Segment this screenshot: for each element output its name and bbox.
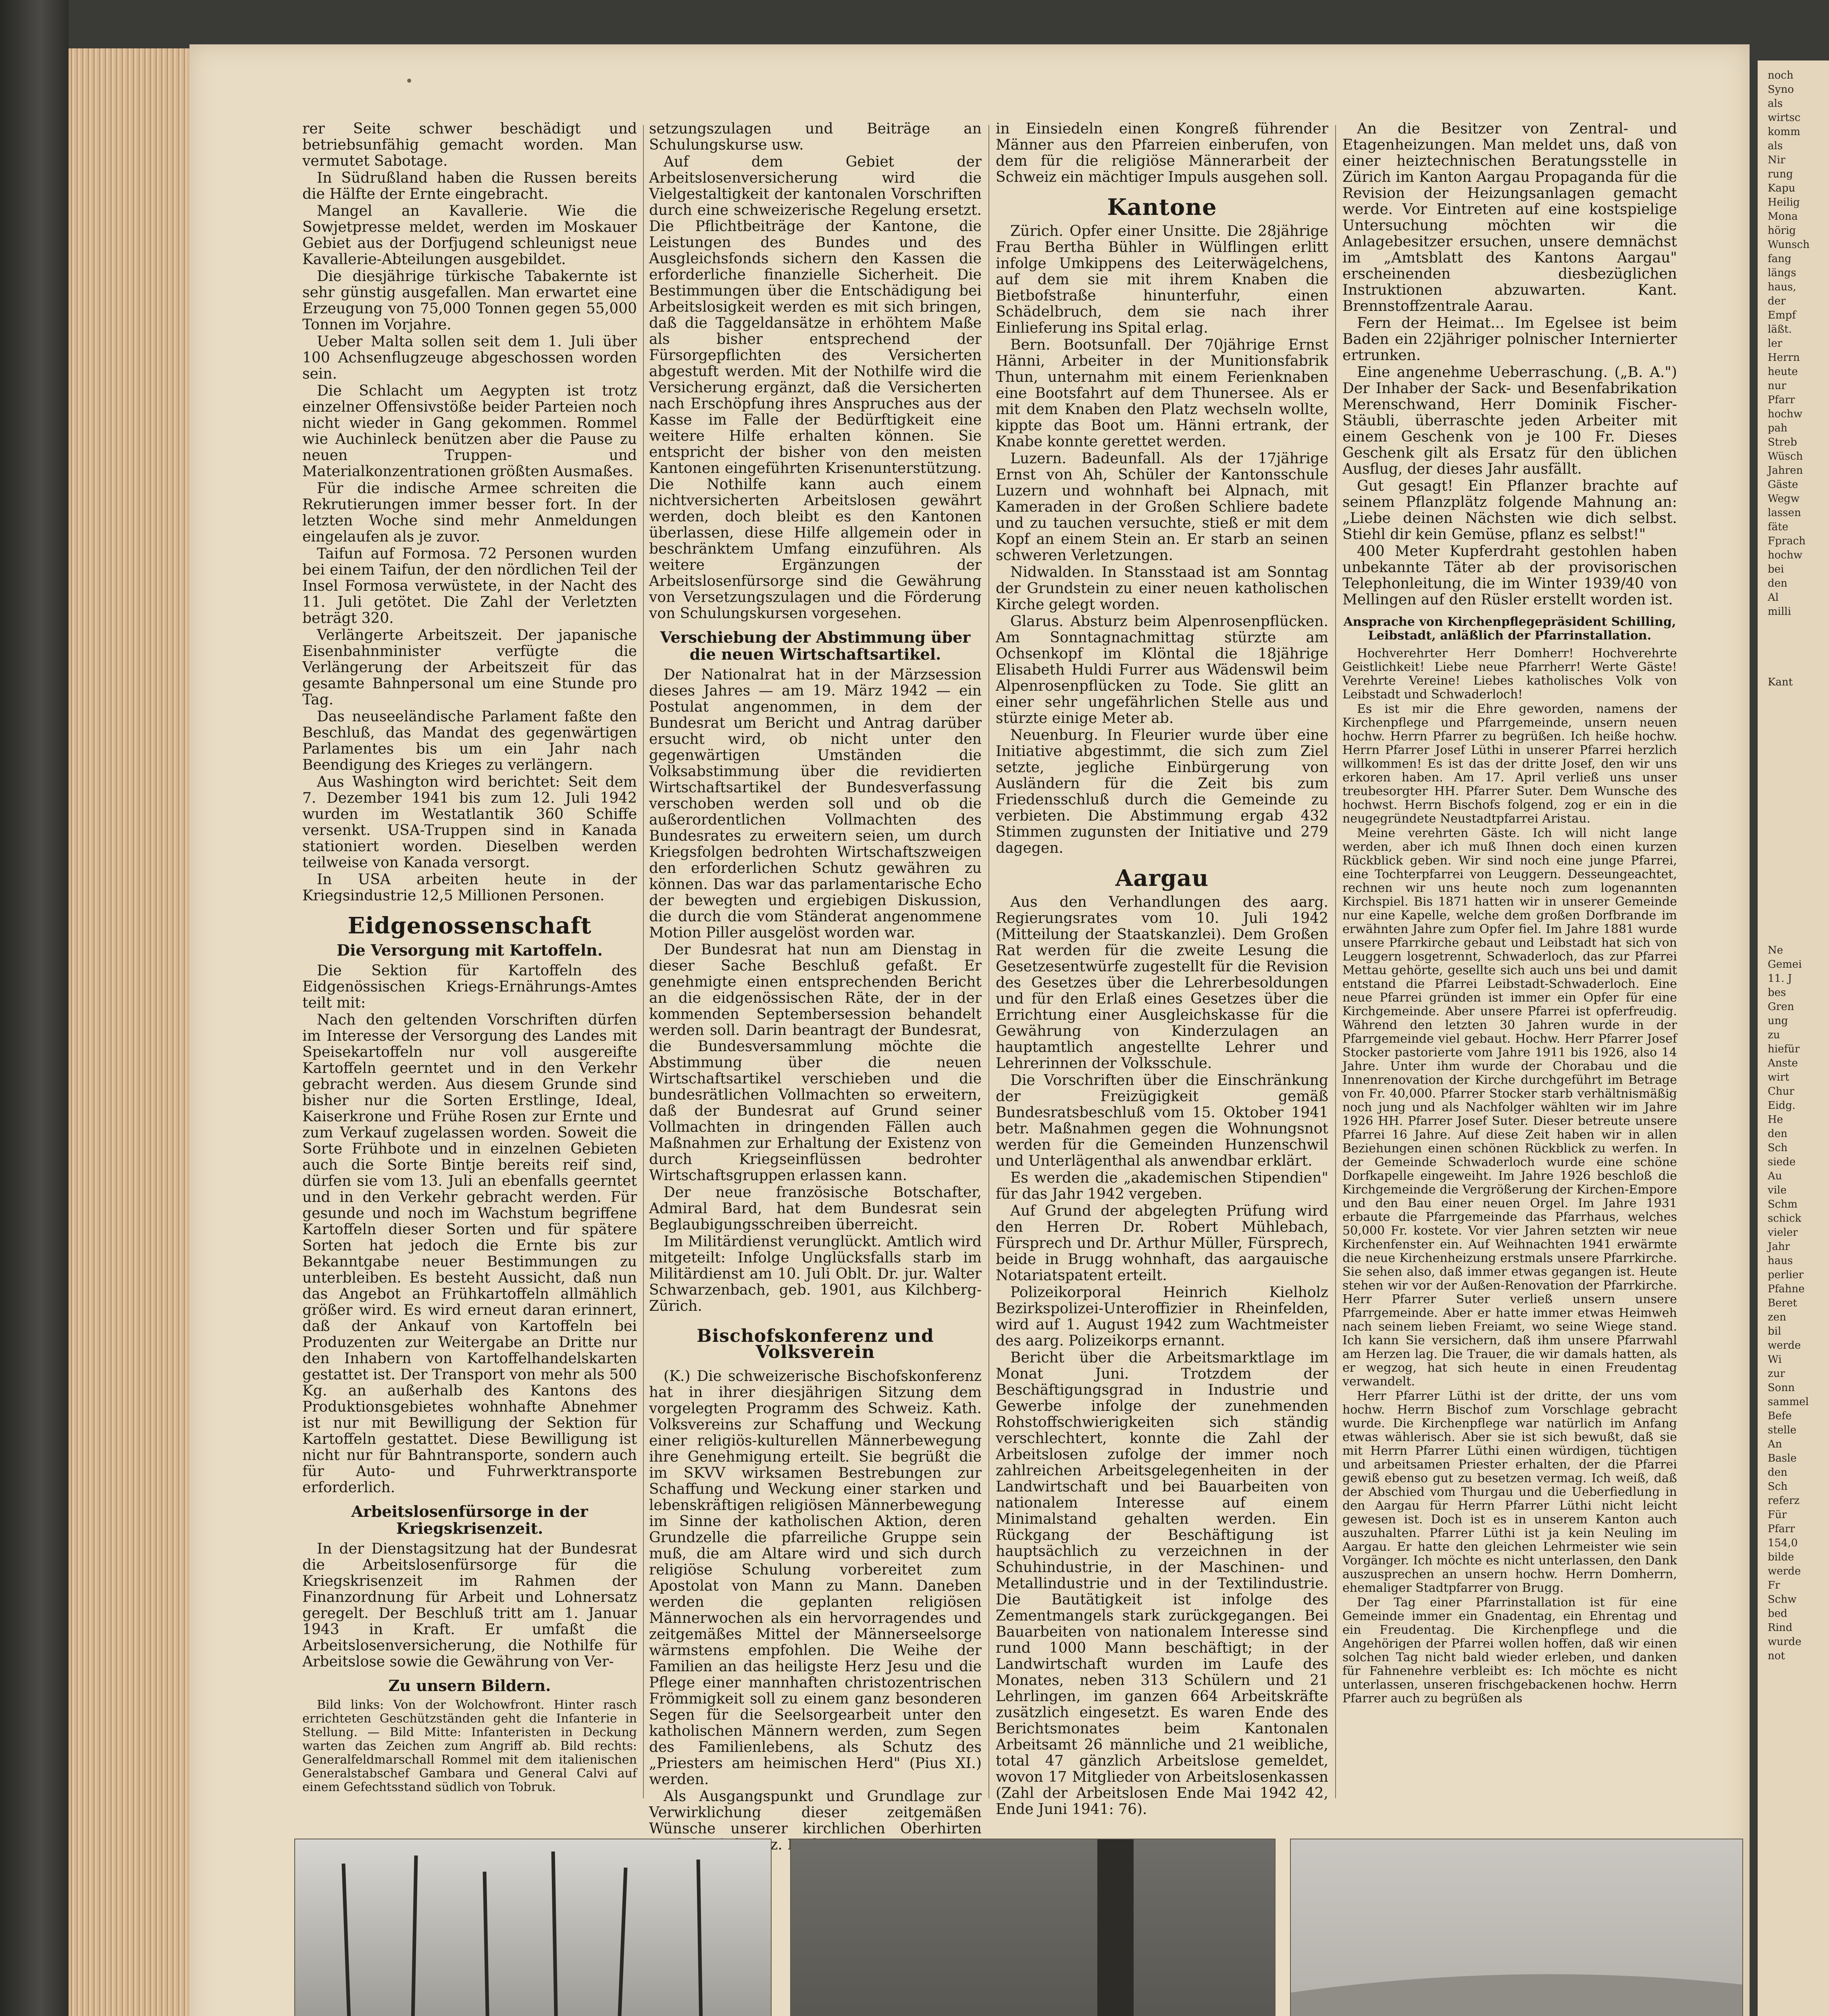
paragraph: Die Sektion für Kartoffeln des Eidgenössischen Kriegs-Ernährungs-Amtes teilt mit: xyxy=(302,962,637,1011)
paragraph: Verlängerte Arbeitszeit. Der japanische Eisenbahnminister verfügte die Verlängerung der Arbeitszeit für das gesamte Bahnpersonal um eine Stunde pro Tag. xyxy=(302,627,637,708)
column-1 xyxy=(302,121,637,1795)
article-heading: Verschiebung der Abstimmung über die neuen Wirtschaftsartikel. xyxy=(660,628,971,663)
paragraph: In Südrußland haben die Russen bereits die Hälfte der Ernte eingebracht. xyxy=(302,170,637,202)
adjacent-page xyxy=(1758,60,1829,2016)
paragraph: Als Ausgangspunkt und Grundlage zur Verwirklichung dieser zeitgemäßen Wünsche unserer kirchlichen Oberhirten xyxy=(649,1788,982,1837)
article-heading: Arbeitslosenfürsorge in der Kriegskrisenzeit. xyxy=(351,1502,588,1537)
paragraph: Nidwalden. In Stansstaad ist am Sonntag der Grundstein zu einer neuen katholischen Kirche gelegt worden. xyxy=(996,564,1328,613)
paragraph: Zürich. Opfer einer Unsitte. Die 28jährige Frau Bertha Bühler in Wülflingen erlitt infolge Umkippens des Leiterwägelchens, auf dem sie mit ihrem Knaben die Bietbofstraße hinunterfuhr, einen Schädelbruch, dem sie nach ihrer Einlieferung ins Spital erlag. xyxy=(996,223,1328,336)
paragraph: Luzern. Badeunfall. Als der 17jährige Ernst von Ah, Schüler der Kantonsschule Luzern und wohnhaft bei Alpnach, mit Kameraden in der Großen Schliere badete und zu tauchen versuchte, stieß er mit dem Kopf an einem Stein an. Er starb an seinen schweren Verletzungen. xyxy=(996,450,1328,564)
paragraph: Gut gesagt! Ein Pflanzer brachte auf seinem Pflanzplätz folgende Mahnung an: „Liebe deinen Nächsten wie dich selbst. Stiehl dir kein Gemüse, pflanz es selbst!" xyxy=(1342,478,1677,543)
caption-heading: Zu unsern Bildern. xyxy=(388,1677,551,1695)
paragraph: Taifun auf Formosa. 72 Personen wurden bei einem Taifun, der den nördlichen Teil der Insel Formosa verwüstete, in der Nacht des 11. Juli getötet. Die Zahl der Verletzten beträgt 320. xyxy=(302,546,637,627)
paragraph: Für die indische Armee schreiten die Rekrutierungen immer besser fort. In der letzten Woche sind mehr Anmeldungen eingelaufen als je zuvor. xyxy=(302,480,637,545)
paragraph: Bericht über die Arbeitsmarktlage im Monat Juni. Trotzdem der Beschäftigungsgrad in Industrie und Gewerbe infolge der zunehmenden Rohstoffschwierigkeiten sich ständig verschlechtert, konnte die Zahl der Arbeitslosen zufolge der immer noch zahlreichen Arbeitsgelegenheiten in der Landwirtschaft und bei Bauarbeiten von nationalem Interesse auf einem Minimalstand gehalten werden. Ein Rückgang der Beschäftigung ist hauptsächlich zu verzeichnen in der Schuhindustrie, in der Maschinen- und Metallindustrie und in der Textilindustrie. Die Bautätigkeit ist infolge des Zementmangels stark zurückgegangen. Bei Bauarbeiten von nationalem Interesse sind rund 1000 Mann beschäftigt; in der Landwirtschaft wurden im Laufe des Monates, neben 313 Schülern und 21 Lehrlingen, im ganzen 664 Arbeitskräfte zusätzlich eingesetzt. Es waren Ende des Berichtsmonates beim Kantonalen Arbeitsamt 26 männliche und 21 weibliche, total 47 gänzlich Arbeitslose gemeldet, wovon 17 Mitglieder von Arbeitslosenkassen (Zahl der Arbeitslosen Ende Mai 1942 42, Ende Juni 1941: 76). xyxy=(996,1350,1328,1818)
paragraph: Auf dem Gebiet der Arbeitslosenversicherung wird die Vielgestaltigkeit der kantonalen Vorschriften durch eine schweizerische Regelung ersetzt. Die Pflichtbeiträge der Kantone, die Leistungen des Bundes und des Ausgleichsfonds sichern den Kassen die erforderliche finanzielle Sicherheit. Die Bestimmungen über die Entschädigung bei Arbeitslosigkeit werden es mit sich bringen, daß die Taggeldansätze in erhöhtem Maße als bisher entsprechend der Fürsorgepflichten des Versicherten abgestuft werden. Mit der Nothilfe wird die Versicherung ergänzt, daß die Versicherten nach Erschöpfung ihres Anspruches aus der Kasse im Falle der Bedürftigkeit eine weitere Hilfe erhalten können. Sie entspricht der bisher von den meisten Kantonen eingeführten Krisenunterstützung. Die Nothilfe kann auch einem nichtversicherten Arbeitslosen gewährt werden, doch bleibt es den Kantonen überlassen, diese Hilfe allgemein oder in beschränktem Umfang einzuführen. Als weitere Ergänzungen der Arbeitslosenfürsorge sind die Gewährung von Versetzungszulagen und die Förderung von Schulungskursen vorgesehen. xyxy=(649,154,982,622)
photo-captions: Bild links: Von der Wolchowfront. Hinter rasch errichteten Geschützständen geht die Infanterie in Stellung. — Bild Mitte: Infanteristen in Deckung warten das Zeichen zum Angriff ab. Bild rechts: Generalfeldmarschall Rommel mit dem italienischen Generalstabschef Gambara und General Calvi auf einem Gefechtsstand südlich von Tobruk. xyxy=(302,1698,637,1794)
paragraph: Das neuseeländische Parlament faßte den Beschluß, das Mandat des gegenwärtigen Parlamentes bis um ein Jahr nach Beendigung des Krieges zu verlängern. xyxy=(302,708,637,773)
paragraph: Polizeikorporal Heinrich Kielholz Bezirkspolizei-Unteroffizier in Rheinfelden, wird auf 1. August 1942 zum Wachtmeister des aarg. Polizeikorps ernannt. xyxy=(996,1284,1328,1349)
paragraph: Bern. Bootsunfall. Der 70jährige Ernst Hänni, Arbeiter in der Munitionsfabrik Thun, unternahm mit einem Ferienknaben eine Bootsfahrt auf dem Thunersee. Als er mit dem Knaben den Platz wechseln wollte, kippte das Boot um. Hänni ertrank, der Knabe konnte gerettet werden. xyxy=(996,337,1328,450)
paragraph: Auf Grund der abgelegten Prüfung wird den Herren Dr. Robert Mühlebach, Fürsprech und Dr. Arthur Müller, Fürsprech, beide in Brugg wohnhaft, das aargauische Notariatspatent erteilt. xyxy=(996,1203,1328,1284)
paragraph: Meine verehrten Gäste. Ich will nicht lange werden, aber ich muß Ihnen doch einen kurzen Rückblick geben. Wir sind noch eine junge Pfarrei, eine Tochterpfarrei von Leuggern. Desseungeachtet, rechnen wir uns heute noch zum logenannten Kirchspiel. Bis 1871 hatten wir in unserer Gemeinde nur eine Kapelle, welche dem großen Dorfbrande im erwähnten Jahre zum Opfer fiel. Im Jahre 1881 wurde unsere Pfarrkirche gebaut und Leibstadt hat sich von Leuggern losgetrennt, Schwaderloch, das zur Pfarrei Mettau gehörte, gesellte sich auch uns bei und damit entstand die Pfarrei Leibstadt-Schwaderloch. Eine neue Pfarrei gründen ist immer ein Opfer für eine Kirchgemeinde. Aber unsere Pfarrei ist opferfreudig. Während den letzten 30 Jahren wurde in der Pfarrgemeinde viel gebaut. Hochw. Herr Pfarrer Josef Stocker pastorierte vom Jahre 1911 bis 1926, also 14 Jahre. Unter ihm wurde der Chorabau und die Innenrenovation der Kirche durchgeführt im Betrage von Fr. 40,000. Pfarrer Stocker starb verhältnismäßig noch jung und als Nachfolger wählten wir im Jahre 1926 HH. Pfarrer Josef Suter. Dieser betreute unsere Pfarrei 16 Jahre. Auf diese Zeit haben wir in allen Beziehungen einen schönen Rückblick zu werfen. In der Gemeinde Schwaderloch wurde eine schöne Dorfkapelle eingeweiht. Im Jahre 1926 beschloß die Kirchgemeinde die Vergrößerung der Kirchen-Empore und den Bau einer neuen Orgel. Im Jahre 1931 erbaute die Pfarrgemeinde das Pfarrhaus, welches 50,000 Fr. kostete. Vor vier Jahren setzten wir neue Kirchenfenster ein. Auf Weihnachten 1941 erwärmte die neue Kirchenheizung erstmals unsere Pfarrkirche. Sie sehen also, daß immer etwas gegangen ist. Heute stehen wir vor der Außen-Renovation der Pfarrkirche. Herr Pfarrer Suter verließ unsern unsere Pfarrgemeinde. Aber er hatte immer etwas Heimweh nach seinem lieben Freiamt, wo seine Wiege stand. Ich kann Sie versichern, daß ihm unsere Pfarrwahl am Herzen lag. Die Trauer, die wir damals hatten, als er wegzog, hat sich heute in einen Freudentag verwandelt. xyxy=(1342,826,1677,1389)
paragraph: Neuenburg. In Fleurier wurde über eine Initiative abgestimmt, die sich zum Ziel setzte, jegliche Einbürgerung von Ausländern für die Zeit bis zum Friedensschluß durch die Gemeinde zu verbieten. Die Abstimmung ergab 432 Stimmen zugunsten der Initiative und 279 dagegen. xyxy=(996,727,1328,856)
adjacent-page-text: noch Syno als wirtsc komm als Nir rung Kapu Heilig Mona hörig Wunsch fang längs haus, der Empf läßt. ler Herrn heute nur Pfarr hochw pah Streb Wüsch Jahren Gäste Wegw lassen fäte Fprach hochw bei den Al milli Kant Ne Gemei 11. J bes Gren ung zu hiefür Anste wirt Chur Eidg. He den Sch siede Au vile Schm schick vieler Jahr haus perlier Pfahne Beret zen bil werde Wi zur Sonn sammel Befe stelle An Basle den Sch referz Für Pfarr 154,0 bilde werde Fr Schw bed Rind wurde not xyxy=(1768,69,1810,1662)
paragraph: setzungszulagen und Beiträge an Schulungskurse usw. xyxy=(649,121,982,153)
paragraph: rer Seite schwer beschädigt und betriebsunfähig gemacht worden. Man vermutet Sabotage. xyxy=(302,121,637,169)
paragraph: 400 Meter Kupferdraht gestohlen haben unbekannte Täter ab der provisorischen Telephonleitung, die im Winter 1939/40 von Mellingen auf den Rüsler erstellt worden ist. xyxy=(1342,543,1677,608)
paragraph: Fern der Heimat... Im Egelsee ist beim Baden ein 22jähriger polnischer Internierter ertrunken. xyxy=(1342,315,1677,364)
paragraph: In der Dienstagsitzung hat der Bundesrat die Arbeitslosenfürsorge für die Kriegskrisenzeit im Rahmen der Finanzordnung für Arbeit und Lohnersatz geregelt. Der Beschluß tritt am 1. Januar 1943 in Kraft. Er umfaßt die Arbeitslosenversicherung, die Nothilfe für Arbeitslose sowie die Gewährung von Ver- xyxy=(302,1541,637,1670)
paragraph: An die Besitzer von Zentral- und Etagenheizungen. Man meldet uns, daß von einer heiztechnischen Beratungsstelle in Zürich im Kanton Aargau Propaganda für die Revision der Heizungsanlagen gemacht werde. Vor Eintreten auf eine kostspielige Untersuchung möchten wir die Anlagebesitzer ersuchen, unsere demnächst im „Amtsblatt des Kantons Aargau" erscheinenden diesbezüglichen Instruktionen abzuwarten. Kant. Brennstoffzentrale Aarau. xyxy=(1342,121,1677,314)
section-heading-bischofskonferenz: Bischofskonferenz und Volksverein xyxy=(697,1326,934,1362)
paragraph: in Einsiedeln einen Kongreß führender Männer aus den Pfarreien einberufen, von dem für die religiöse Männerarbeit der Schweiz ein mächtiger Impuls ausgehen soll. xyxy=(996,121,1328,185)
column-4 xyxy=(1342,121,1677,1706)
paragraph: Der Bundesrat hat nun am Dienstag in dieser Sache Beschluß gefaßt. Er genehmigte einen entsprechenden Bericht an die eidgenössischen Räte, der in der kommenden Septembersession behandelt werden soll. Darin beantragt der Bundesrat, die Bundesversammlung möchte die Abstimmung über die neuen Wirtschaftsartikel verschieben und die bundesrätlichen Vollmachten so erweitern, daß der Bundesrat auf Grund seiner Vollmachten in dringenden Fällen auch Maßnahmen zur Erhaltung der Existenz von durch Kriegseinflüssen bedrohter Wirtschaftsgruppen erlassen kann. xyxy=(649,941,982,1184)
page-mark xyxy=(407,79,411,83)
section-heading-eidgenossenschaft: Eidgenossenschaft xyxy=(347,912,592,939)
paragraph: Eine angenehme Ueberraschung. („B. A.") Der Inhaber der Sack- und Besenfabrikation Merenschwand, Herr Dominik Fischer-Stäubli, überraschte jeden Arbeiter mit einem Geschenk von je 100 Fr. Dieses Geschenk gilt als Ersatz für den üblichen Ausflug, der dieses Jahr ausfällt. xyxy=(1342,364,1677,477)
column-rule xyxy=(1335,125,1336,1798)
paragraph: Ueber Malta sollen seit dem 1. Juli über 100 Achsenflugzeuge abgeschossen worden sein. xyxy=(302,333,637,382)
photo-wolchow-front xyxy=(294,1839,772,2016)
paragraph: Der Tag einer Pfarrinstallation ist für eine Gemeinde immer ein Gnadentag, ein Ehrentag und ein Freudentag. Die Kirchenpflege und die Angehörigen der Pfarrei wollen hoffen, daß wir einen solchen Tag nicht bald wieder erleben, und danken für Fahnenehre verbleibt es: Ich möchte es nicht unterlassen, unseren frischgebackenen hochw. Herrn Pfarrer auch zu begrüßen als xyxy=(1342,1595,1677,1706)
paragraph: Die diesjährige türkische Tabakernte ist sehr günstig ausgefallen. Man erwartet eine Erzeugung von 75,000 Tonnen gegen 55,000 Tonnen im Vorjahre. xyxy=(302,268,637,333)
section-heading-aargau: Aargau xyxy=(1115,865,1209,891)
paragraph: Hochverehrter Herr Domherr! Hochverehrte Geistlichkeit! Liebe neue Pfarrherr! Werte Gäste! Verehrte Vereine! Liebes katholisches Volk von Leibstadt und Schwaderloch! xyxy=(1342,646,1677,702)
paragraph: Die Vorschriften über die Einschränkung der Freizügigkeit gemäß Bundesratsbeschluß vom 15. Oktober 1941 betr. Maßnahmen gegen die Wohnungsnot werden für die Gemeinden Hunzenschwil und Unterlägenthal als anwendbar erklärt. xyxy=(996,1072,1328,1169)
paragraph: Nach den geltenden Vorschriften dürfen im Interesse der Versorgung des Landes mit Speisekartoffeln nur voll ausgereifte Kartoffeln geerntet und in den Verkehr gebracht werden. Aus diesem Grunde sind bisher nur die Sorten Erstlinge, Ideal, Kaiserkrone und Frühe Rosen zur Ernte und zum Verkauf zugelassen worden. Soweit die Sorte Frühbote und in einzelnen Gebieten auch die Sorte Bintje bereits reif sind, dürfen sie vom 13. Juli an ebenfalls geerntet und in den Verkehr gebracht werden. Für gesunde und noch im Wachstum begriffene Kartoffeln dieser Sorten und für spätere Sorten hat jedoch die Ernte bis zur Bekanntgabe neuer Bestimmungen zu unterbleiben. Es besteht Aussicht, daß nun das Angebot an Frühkartoffeln allmählich größer wird. Es wird erneut daran erinnert, daß der Ankauf von Kartoffeln bei Produzenten zur Weitergabe an Dritte nur den Inhabern von Kartoffelhandelskarten gestattet ist. Der Transport von mehr als 500 Kg. an außerhalb des Kantons des Produktionsgebietes wohnhafte Abnehmer ist nur mit Bewilligung der Sektion für Kartoffeln gestattet. Diese Bewilligung ist nicht nur für Bahntransporte, sondern auch für Auto- und Fuhrwerktransporte erforderlich. xyxy=(302,1012,637,1496)
paragraph: In USA arbeiten heute in der Kriegsindustrie 12,5 Millionen Personen. xyxy=(302,871,637,904)
paragraph: Aus Washington wird berichtet: Seit dem 7. Dezember 1941 bis zum 12. Juli 1942 wurden im Westatlantik 360 Schiffe versenkt. USA-Truppen sind in Kanada stationiert worden. Dieselben werden teilweise von Kanada versorgt. xyxy=(302,774,637,871)
photo-rommel-staff xyxy=(1290,1839,1743,2016)
book-spine xyxy=(0,0,69,2016)
paragraph: Die Schlacht um Aegypten ist trotz einzelner Offensivstöße beider Parteien noch nicht wieder in Gang gekommen. Rommel wie Auchinleck benützen aber die Pause zu neuen Truppen- und Materialkonzentrationen größten Ausmaßes. xyxy=(302,383,637,480)
paragraph: Es werden die „akademischen Stipendien" für das Jahr 1942 vergeben. xyxy=(996,1170,1328,1202)
section-heading-kantone: Kantone xyxy=(1107,194,1217,221)
photo-infantry-cover xyxy=(790,1839,1276,2016)
paragraph: Glarus. Absturz beim Alpenrosenpflücken. Am Sonntagnachmittag stürzte am Ochsenkopf im Klöntal die 18jährige Elisabeth Huldi Furrer aus Wädenswil beim Alpenrosenpflücken zu Tode. Sie glitt an einer sehr ungefährlichen Stelle aus und stürzte einige Meter ab. xyxy=(996,613,1328,727)
column-rule xyxy=(643,125,644,1798)
article-heading: Die Versorgung mit Kartoffeln. xyxy=(336,941,603,959)
paragraph: Mangel an Kavallerie. Wie die Sowjetpresse meldet, werden im Moskauer Gebiet aus der Dorfjugend schleunigst neue Kavallerie-Abteilungen ausgebildet. xyxy=(302,203,637,268)
paragraph: Der Nationalrat hat in der Märzsession dieses Jahres — am 19. März 1942 — ein Postulat angenommen, in dem der Bundesrat um Bericht und Antrag darüber ersucht wird, ob nicht unter den gegenwärtigen Umständen die Volksabstimmung über die revidierten Wirtschaftsartikel der Bundesverfassung verschoben werden soll und ob die außerordentlichen Vollmachten des Bundesrates zu erweitern seien, um durch Kriegsfolgen bedrohten Wirtschaftszweigen den erforderlichen Schutz gewähren zu können. Das war das parlamentarische Echo der bewegten und ergiebigen Diskussion, die durch die vom Ständerat angenommene Motion Piller ausgelöst worden war. xyxy=(649,666,982,941)
column-2 xyxy=(649,121,982,1870)
page-edges xyxy=(69,48,189,2016)
paragraph: Aus den Verhandlungen des aarg. Regierungsrates vom 10. Juli 1942 (Mitteilung der Staatskanzlei). Dem Großen Rat werden für die zweite Lesung die Gesetzesentwürfe zugestellt für die Revision des Gesetzes über die Lehrerbesoldungen und für den Erlaß eines Gesetzes über die Errichtung einer Ausgleichskasse für die Gewährung von Kinderzulagen an hauptamtlich angestellte Lehrer und Lehrerinnen der Volksschule. xyxy=(996,894,1328,1072)
paragraph: Im Militärdienst verunglückt. Amtlich wird mitgeteilt: Infolge Unglücksfalls starb im Militärdienst am 10. Juli Oblt. Dr. jur. Walter Schwarzenbach, geb. 1901, aus Kilchberg-Zürich. xyxy=(649,1233,982,1314)
column-3 xyxy=(996,121,1328,1818)
paragraph: Es ist mir die Ehre geworden, namens der Kirchenpflege und Pfarrgemeinde, unsern neuen hochw. Herrn Pfarrer zu begrüßen. Ich heiße hochw. Herrn Pfarrer Josef Lüthi in unserer Pfarrei herzlich willkommen! Es ist das der dritte Josef, den wir uns erkoren haben. Am 17. April verließ uns unser treubesorgter HH. Pfarrer Suter. Dem Wunsche des hochwst. Herrn Bischofs folgend, zog er ein in die neugegründete Neustadtpfarrei Aristau. xyxy=(1342,702,1677,826)
paragraph: Herr Pfarrer Lüthi ist der dritte, der uns vom hochw. Herrn Bischof zum Vorschlage gebracht wurde. Die Kirchenpflege war natürlich im Anfang etwas wählerisch. Aber sie ist sich bewußt, daß sie mit Herrn Pfarrer Lüthi einen würdigen, tüchtigen und arbeitsamen Priester erhalten, der die Pfarrei gewiß ebenso gut zu besetzen vermag. Ich weiß, daß der Abschied vom Thurgau und die Ueberfiedlung in den Aargau für Herrn Pfarrer Lüthi nicht leicht gewesen ist. Doch ist es in unserem Kanton auch auszuhalten. Pfarrer Lüthi ist ja kein Neuling im Aargau. Er hatte den gleichen Lehrmeister wie sein Vorgänger. Ich möchte es nicht unterlassen, den Dank auszusprechen an unsern hochw. Herrn Domherrn, ehemaliger Stadtpfarrer von Brugg. xyxy=(1342,1389,1677,1595)
article-heading: Ansprache von Kirchenpflegepräsident Schilling, Leibstadt, anläßlich der Pfarrinstallation. xyxy=(1343,615,1676,643)
paragraph: (K.) Die schweizerische Bischofskonferenz hat in ihrer diesjährigen Sitzung dem vorgelegten Programm des Schweiz. Kath. Volksvereins zur Schaffung und Weckung einer religiös-kulturellen Männerbewegung ihre Genehmigung erteilt. Sie begrüßt die im SKVV wirksamen Bestrebungen zur Schaffung und Weckung einer starken und lebenskräftigen religiösen Männerbewegung im Sinne der katholischen Aktion, deren Grundzelle die pfarreiliche Gruppe sein muß, die am Altare wird und sich durch religiöse Schulung vorbereitet zum Apostolat von Mann zu Mann. Daneben werden die geplanten religiösen Männerwochen als ein hervorragendes und zeitgemäßes Mittel der Männerseelsorge wärmstens empfohlen. Die Weihe der Familien an das heiligste Herz Jesu und die Pflege einer mannhaften christozentrischen Frömmigkeit soll zu einem ganz besonderen Segen für die Seelsorgearbeit unter den katholischen Männern werden, zum Segen des Familienlebens, als Schutz des „Priesters am heimischen Herd" (Pius XI.) werden. xyxy=(649,1368,982,1788)
paragraph: Der neue französische Botschafter, Admiral Bard, hat dem Bundesrat sein Beglaubigungsschreiben überreicht. xyxy=(649,1184,982,1233)
column-rule xyxy=(988,125,989,1798)
